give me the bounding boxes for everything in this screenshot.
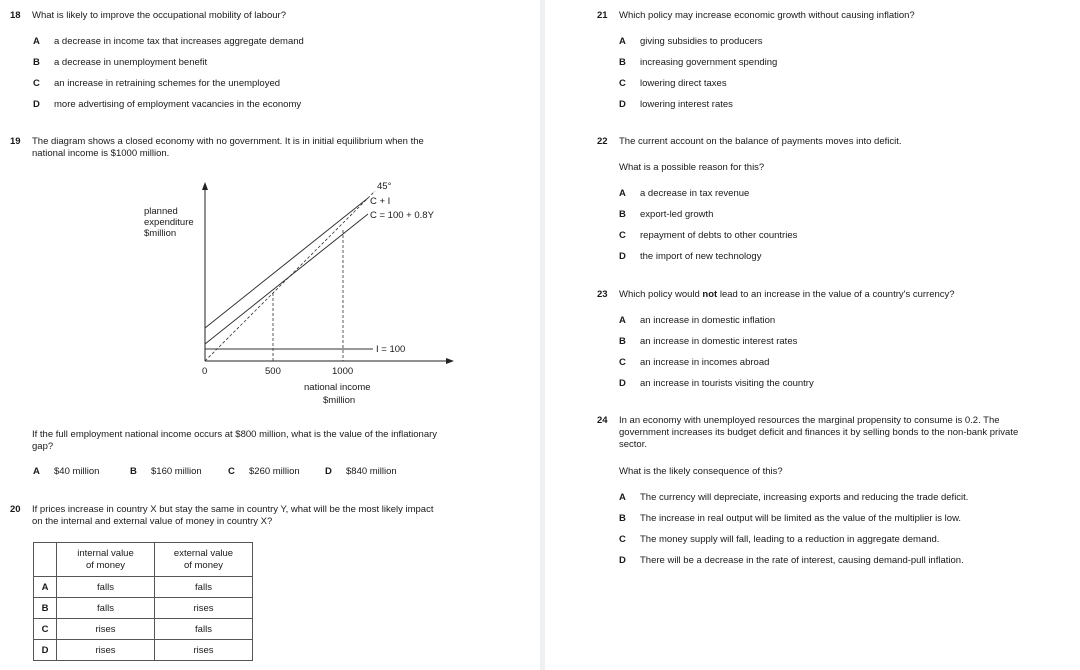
option-letter: C bbox=[619, 357, 626, 368]
x-axis-label-2: $million bbox=[323, 395, 356, 406]
question-text: The current account on the balance of payments moves into deficit. bbox=[619, 136, 902, 147]
question-24 bbox=[597, 415, 1077, 575]
cell-external: falls bbox=[155, 577, 253, 598]
option-text: $160 million bbox=[151, 466, 202, 477]
option-text: lowering direct taxes bbox=[640, 78, 727, 89]
question-19 bbox=[10, 136, 530, 481]
row-letter: D bbox=[34, 640, 57, 661]
option-letter: D bbox=[619, 378, 626, 389]
table-header-external bbox=[155, 543, 253, 577]
label-i: I = 100 bbox=[376, 344, 406, 355]
table-header-internal bbox=[57, 543, 155, 577]
question-text-part: Which policy would bbox=[619, 289, 703, 300]
option-text: giving subsidies to producers bbox=[640, 36, 763, 47]
option-letter: C bbox=[228, 466, 235, 477]
option-text: $260 million bbox=[249, 466, 300, 477]
option-text: repayment of debts to other countries bbox=[640, 230, 798, 241]
question-number: 22 bbox=[597, 136, 608, 147]
tick-500: 500 bbox=[265, 366, 281, 377]
question-number: 24 bbox=[597, 415, 608, 426]
cell-external: falls bbox=[155, 619, 253, 640]
question-number: 20 bbox=[10, 504, 21, 515]
question-number: 18 bbox=[10, 10, 21, 21]
option-letter: A bbox=[619, 188, 626, 199]
option-text: a decrease in tax revenue bbox=[640, 188, 750, 199]
line-c-plus-i bbox=[205, 198, 368, 328]
option-text: a decrease in unemployment benefit bbox=[54, 57, 208, 68]
y-axis-label-2: expenditure bbox=[144, 217, 194, 228]
row-letter: C bbox=[34, 619, 57, 640]
table-row[interactable] bbox=[34, 619, 253, 640]
row-letter: B bbox=[34, 598, 57, 619]
equilibrium-diagram bbox=[130, 178, 460, 408]
y-axis-arrow bbox=[202, 182, 208, 190]
right-column bbox=[545, 0, 1080, 670]
option-text: a decrease in income tax that increases aggregate demand bbox=[54, 36, 304, 47]
header-text: of money bbox=[183, 559, 224, 571]
tick-origin: 0 bbox=[202, 366, 208, 377]
option-letter: A bbox=[619, 315, 626, 326]
cell-external: rises bbox=[155, 598, 253, 619]
question-21 bbox=[597, 10, 1077, 120]
question-text-part: lead to an increase in the value of a country's currency? bbox=[717, 289, 955, 300]
question-text-line-3: sector. bbox=[619, 439, 647, 450]
option-text: an increase in incomes abroad bbox=[640, 357, 770, 368]
option-text: an increase in retraining schemes for the unemployed bbox=[54, 78, 281, 89]
question-text-line-1: The diagram shows a closed economy with no government. It is in initial equilibrium when the bbox=[32, 136, 424, 147]
table-row[interactable] bbox=[34, 577, 253, 598]
question-subtext: What is the likely consequence of this? bbox=[619, 466, 783, 477]
cell-internal: rises bbox=[57, 640, 155, 661]
cell-internal: falls bbox=[57, 577, 155, 598]
option-letter: D bbox=[619, 99, 626, 110]
x-axis-arrow bbox=[446, 358, 454, 364]
option-letter: A bbox=[33, 36, 40, 47]
option-letter: A bbox=[33, 466, 40, 477]
cell-external: rises bbox=[155, 640, 253, 661]
option-letter: B bbox=[130, 466, 137, 477]
tick-1000: 1000 bbox=[332, 366, 354, 377]
label-45-degree: 45° bbox=[377, 181, 392, 192]
header-text: external value bbox=[173, 547, 234, 559]
row-letter: A bbox=[34, 577, 57, 598]
cell-internal: falls bbox=[57, 598, 155, 619]
answer-table bbox=[33, 542, 253, 661]
option-text: an increase in domestic inflation bbox=[640, 315, 776, 326]
question-22 bbox=[597, 136, 1077, 271]
y-axis-label-1: planned bbox=[144, 206, 178, 217]
question-text-line-2: government increases its budget deficit and finances it by selling bonds to the non-bank private bbox=[619, 427, 1019, 438]
option-text: an increase in tourists visiting the country bbox=[640, 378, 814, 389]
table-header-row bbox=[34, 543, 253, 577]
question-text-line-1: If prices increase in country X but stay the same in country Y, what will be the most likely impact bbox=[32, 504, 434, 515]
question-18 bbox=[10, 10, 530, 120]
question-text-emphasis: not bbox=[702, 289, 718, 300]
x-axis-label-1: national income bbox=[304, 382, 371, 393]
question-prompt-line-2: gap? bbox=[32, 441, 54, 452]
header-text: internal value bbox=[77, 547, 134, 559]
question-23 bbox=[597, 289, 1077, 394]
option-letter: B bbox=[619, 336, 626, 347]
question-text-line-2: national income is $1000 million. bbox=[32, 148, 170, 159]
line-c bbox=[205, 214, 368, 344]
option-text: increasing government spending bbox=[640, 57, 778, 68]
option-text: more advertising of employment vacancies in the economy bbox=[54, 99, 302, 110]
table-row[interactable] bbox=[34, 598, 253, 619]
label-c: C = 100 + 0.8Y bbox=[370, 210, 434, 221]
option-letter: D bbox=[619, 555, 626, 566]
option-text: The increase in real output will be limited as the value of the multiplier is low. bbox=[640, 513, 962, 524]
option-letter: B bbox=[619, 209, 626, 220]
table-header-empty bbox=[34, 543, 57, 577]
option-letter: D bbox=[33, 99, 40, 110]
question-number: 21 bbox=[597, 10, 608, 21]
option-letter: D bbox=[325, 466, 332, 477]
question-text bbox=[619, 289, 955, 301]
table-row[interactable] bbox=[34, 640, 253, 661]
option-text: The currency will depreciate, increasing exports and reducing the trade deficit. bbox=[640, 492, 969, 503]
option-text: There will be a decrease in the rate of interest, causing demand-pull inflation. bbox=[640, 555, 964, 566]
question-20 bbox=[10, 504, 530, 666]
option-text: lowering interest rates bbox=[640, 99, 733, 110]
option-letter: B bbox=[619, 513, 626, 524]
option-letter: A bbox=[619, 492, 626, 503]
option-letter: C bbox=[619, 78, 626, 89]
question-prompt-line-1: If the full employment national income occurs at $800 million, what is the value of the inflationary bbox=[32, 429, 438, 440]
option-letter: B bbox=[33, 57, 40, 68]
question-text: What is likely to improve the occupational mobility of labour? bbox=[32, 10, 286, 21]
option-text: $40 million bbox=[54, 466, 100, 477]
label-c-plus-i: C + I bbox=[370, 196, 391, 207]
question-number: 23 bbox=[597, 289, 608, 300]
y-axis-label-3: $million bbox=[144, 228, 177, 239]
option-letter: C bbox=[33, 78, 40, 89]
question-text-line-2: on the internal and external value of money in country X? bbox=[32, 516, 273, 527]
cell-internal: rises bbox=[57, 619, 155, 640]
option-text: an increase in domestic interest rates bbox=[640, 336, 798, 347]
header-text: of money bbox=[85, 559, 126, 571]
option-letter: B bbox=[619, 57, 626, 68]
option-text: the import of new technology bbox=[640, 251, 762, 262]
question-text: Which policy may increase economic growth without causing inflation? bbox=[619, 10, 915, 21]
option-letter: C bbox=[619, 534, 626, 545]
question-text-line-1: In an economy with unemployed resources the marginal propensity to consume is 0.2. The bbox=[619, 415, 1000, 426]
question-number: 19 bbox=[10, 136, 21, 147]
option-letter: C bbox=[619, 230, 626, 241]
option-text: The money supply will fall, leading to a reduction in aggregate demand. bbox=[640, 534, 940, 545]
option-text: $840 million bbox=[346, 466, 397, 477]
option-text: export-led growth bbox=[640, 209, 714, 220]
option-letter: D bbox=[619, 251, 626, 262]
option-letter: A bbox=[619, 36, 626, 47]
question-subtext: What is a possible reason for this? bbox=[619, 162, 765, 173]
